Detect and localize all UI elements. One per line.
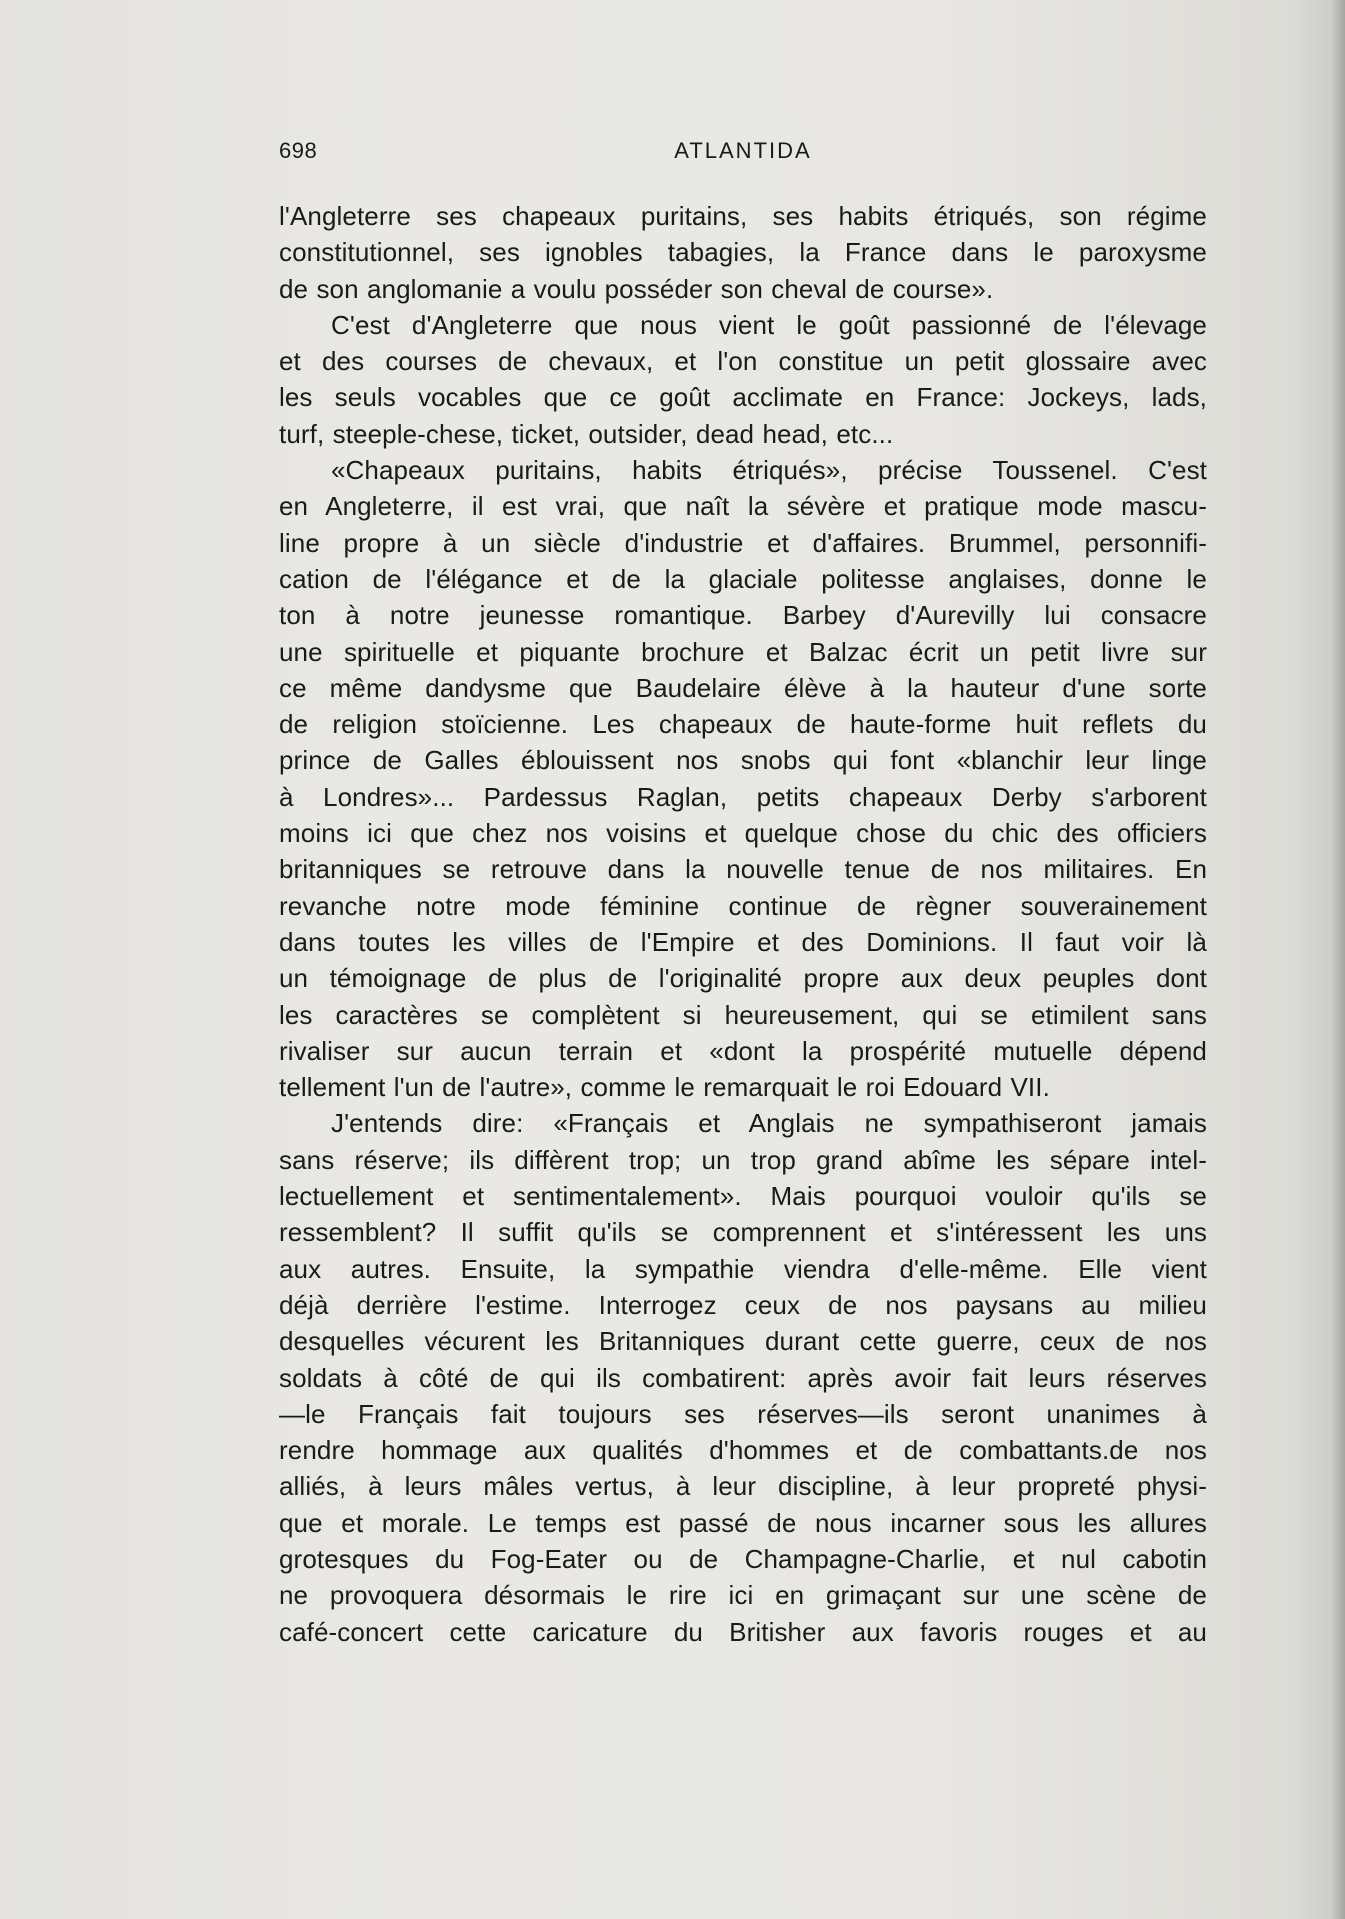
text-line: rivaliser sur aucun terrain et «dont la prospérité mutuelle dépend xyxy=(279,1035,1207,1066)
text-line: J'entends dire: «Français et Anglais ne sympathiseront jamais xyxy=(331,1108,1207,1139)
page-header xyxy=(279,138,1207,170)
page-number: 698 xyxy=(279,138,318,163)
text-line: desquelles vécurent les Britanniques durant cette guerre, ceux de nos xyxy=(279,1326,1207,1357)
text-line: les caractères se complètent si heureusement, qui se etimilent sans xyxy=(279,999,1207,1030)
text-line: de religion stoïcienne. Les chapeaux de haute-forme huit reflets du xyxy=(279,709,1207,740)
text-line: —le Français fait toujours ses réserves—ils seront unanimes à xyxy=(279,1398,1207,1429)
text-line: grotesques du Fog-Eater ou de Champagne-Charlie, et nul cabotin xyxy=(279,1543,1207,1574)
text-line: café-concert cette caricature du Britisher aux favoris rouges et au xyxy=(279,1616,1207,1647)
text-line: sans réserve; ils diffèrent trop; un trop grand abîme les sépare intel- xyxy=(279,1144,1207,1175)
body-text xyxy=(279,198,1207,1650)
text-line: turf, steeple-chese, ticket, outsider, dead head, etc... xyxy=(279,418,894,449)
text-line: l'Angleterre ses chapeaux puritains, ses habits étriqués, son régime xyxy=(279,201,1207,231)
page-edge-shadow xyxy=(1331,0,1345,1919)
text-line: C'est d'Angleterre que nous vient le goût passionné de l'élevage xyxy=(331,309,1207,340)
text-line: aux autres. Ensuite, la sympathie viendra d'elle-même. Elle vient xyxy=(279,1253,1207,1284)
text-line: déjà derrière l'estime. Interrogez ceux de nos paysans au milieu xyxy=(279,1289,1207,1320)
running-title: ATLANTIDA xyxy=(674,138,812,163)
text-line: britanniques se retrouve dans la nouvelle tenue de nos militaires. En xyxy=(279,854,1207,885)
text-line: line propre à un siècle d'industrie et d'affaires. Brummel, personnifi- xyxy=(279,527,1207,558)
text-line: une spirituelle et piquante brochure et Balzac écrit un petit livre sur xyxy=(279,636,1207,667)
text-line: lectuellement et sentimentalement». Mais pourquoi vouloir qu'ils se xyxy=(279,1181,1207,1212)
text-line: tellement l'un de l'autre», comme le remarquait le roi Edouard VII. xyxy=(279,1072,1050,1103)
text-line: et des courses de chevaux, et l'on constitue un petit glossaire avec xyxy=(279,346,1207,377)
text-line: ton à notre jeunesse romantique. Barbey d'Aurevilly lui consacre xyxy=(279,600,1207,631)
text-line: prince de Galles éblouissent nos snobs qui font «blanchir leur linge xyxy=(279,745,1207,776)
text-line: rendre hommage aux qualités d'hommes et de combattants.de nos xyxy=(279,1435,1207,1466)
text-line: ne provoquera désormais le rire ici en grimaçant sur une scène de xyxy=(279,1580,1207,1611)
text-line: les seuls vocables que ce goût acclimate en France: Jockeys, lads, xyxy=(279,382,1207,413)
text-line: revanche notre mode féminine continue de règner souverainement xyxy=(279,890,1207,921)
text-line: de son anglomanie a voulu posséder son cheval de course». xyxy=(279,273,994,304)
text-line: que et morale. Le temps est passé de nous incarner sous les allures xyxy=(279,1507,1207,1538)
text-line: ressemblent? Il suffit qu'ils se comprennent et s'intéressent les uns xyxy=(279,1217,1207,1248)
text-line: moins ici que chez nos voisins et quelque chose du chic des officiers xyxy=(279,818,1207,849)
text-line: ce même dandysme que Baudelaire élève à la hauteur d'une sorte xyxy=(279,672,1207,703)
text-line: un témoignage de plus de l'originalité propre aux deux peuples dont xyxy=(279,963,1207,994)
text-line: «Chapeaux puritains, habits étriqués», précise Toussenel. C'est xyxy=(331,455,1207,486)
text-line: en Angleterre, il est vrai, que naît la sévère et pratique mode mascu- xyxy=(279,491,1207,522)
text-line: alliés, à leurs mâles vertus, à leur discipline, à leur propreté physi- xyxy=(279,1471,1207,1502)
text-line: à Londres»... Pardessus Raglan, petits chapeaux Derby s'arborent xyxy=(279,781,1207,812)
text-line: dans toutes les villes de l'Empire et des Dominions. Il faut voir là xyxy=(279,926,1207,957)
text-line: soldats à côté de qui ils combatirent: après avoir fait leurs réserves xyxy=(279,1362,1207,1393)
text-line: cation de l'élégance et de la glaciale politesse anglaises, donne le xyxy=(279,563,1207,594)
text-line: constitutionnel, ses ignobles tabagies, la France dans le paroxysme xyxy=(279,237,1207,268)
